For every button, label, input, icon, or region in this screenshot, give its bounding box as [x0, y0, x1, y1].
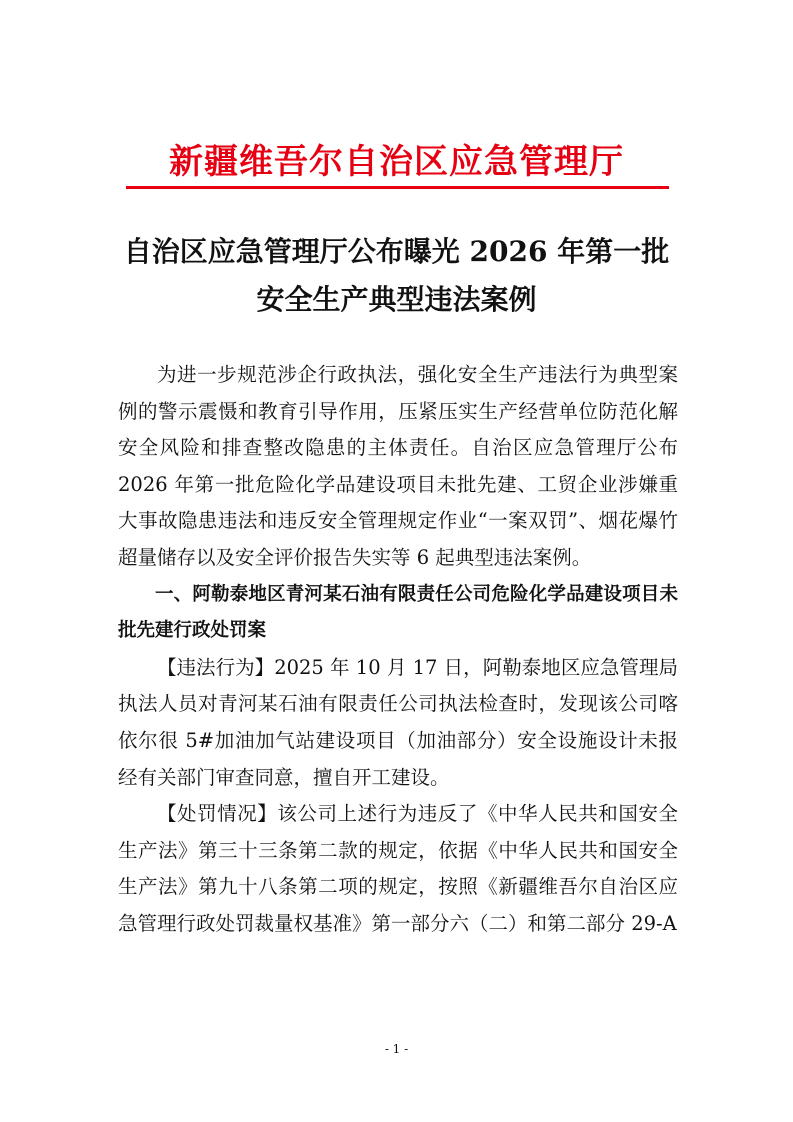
document-title-line-2: 安全生产典型违法案例	[256, 283, 537, 316]
document-body	[118, 357, 678, 943]
penalty-label: 【处罚情况】	[157, 802, 278, 826]
page-number: - 1 -	[384, 1042, 409, 1056]
document-title-line-1: 自治区应急管理厅公布曝光 2026 年第一批	[123, 235, 670, 268]
penalty-paragraph	[118, 796, 678, 942]
violation-text: 2025 年 10 月 17 日，阿勒泰地区应急管理局执法人员对青河某石油有限责任公司执法检查时，发现该公司喀依尔很 5#加油加气站建设项目（加油部分）安全设施设计未报经有关部门审查同意，擅自开工建设。	[118, 655, 678, 789]
violation-paragraph	[118, 650, 678, 796]
violation-label: 【违法行为】	[157, 655, 275, 679]
agency-header-title: 新疆维吾尔自治区应急管理厅	[169, 142, 624, 182]
case-1-heading: 一、阿勒泰地区青河某石油有限责任公司危险化学品建设项目未批先建行政处罚案	[118, 583, 678, 642]
penalty-text: 该公司上述行为违反了《中华人民共和国安全生产法》第三十三条第二款的规定，依据《中华人民共和国安全生产法》第九十八条第二项的规定，按照《新疆维吾尔自治区应急管理行政处罚裁量权基准》第一部分六（二）和第二部分 29-A	[118, 802, 678, 935]
header-red-rule	[126, 186, 669, 189]
document-title	[0, 228, 793, 324]
intro-paragraph: 为进一步规范涉企行政执法，强化安全生产违法行为典型案例的警示震慑和教育引导作用，压紧压实生产经营单位防范化解安全风险和排查整改隐患的主体责任。自治区应急管理厅公布 2026 年第一批危险化学品建设项目未批先建、工贸企业涉嫌重大事故隐患违法和违反安全管理规定作业“一案双罚”、烟花爆竹超量储存以及安全评价报告失实等 6 起典型违法案例。	[118, 363, 678, 569]
